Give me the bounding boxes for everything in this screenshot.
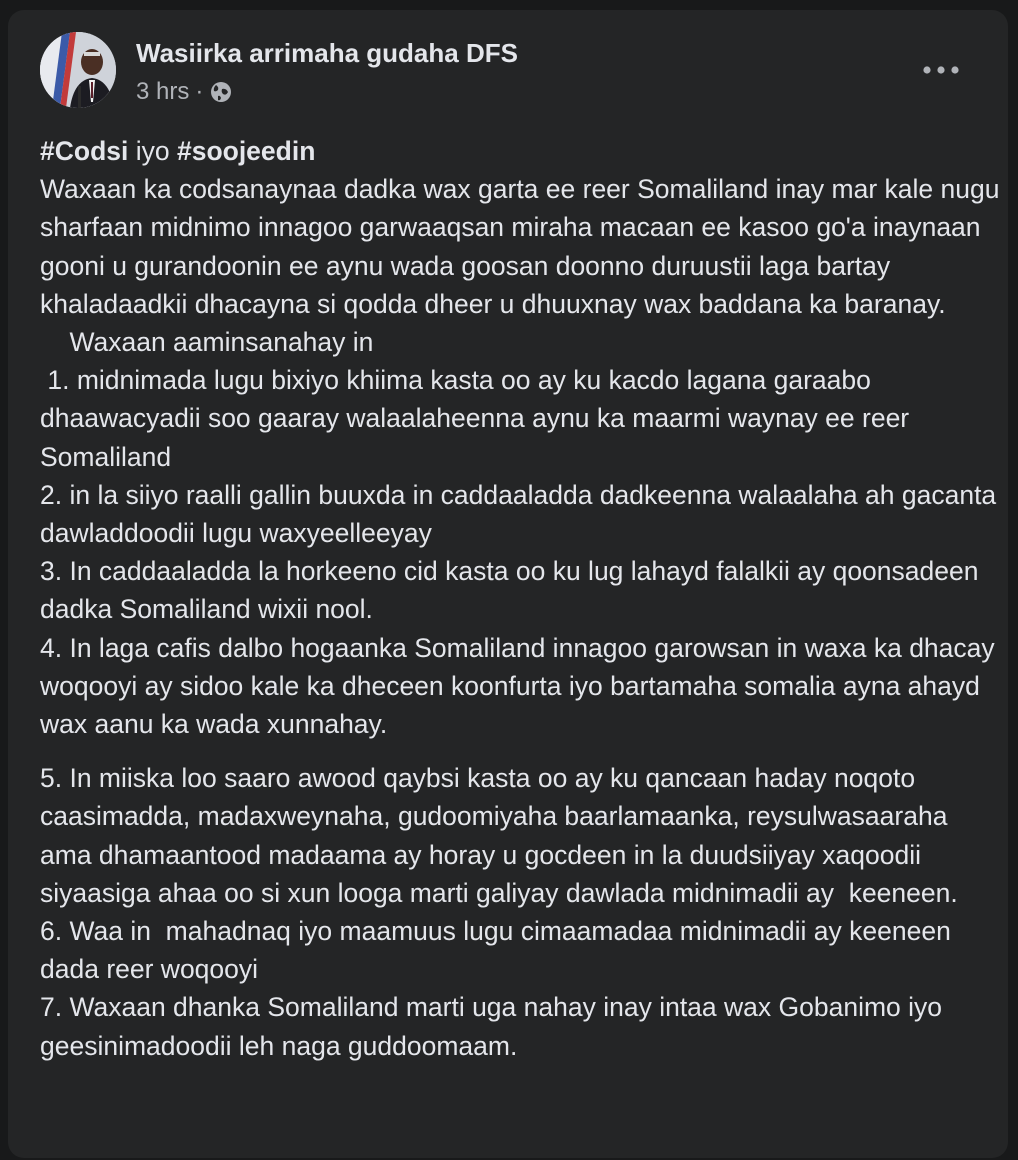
author-name[interactable]: Wasiirka arrimaha gudaha DFS [136, 38, 518, 68]
post-timestamp[interactable]: 3 hrs [136, 78, 190, 105]
post-belief: Waxaan aaminsanahay in [40, 327, 374, 358]
hashtag-soojeedin[interactable]: #soojeedin [176, 136, 316, 166]
post-card [8, 10, 1008, 1158]
headline-connector: iyo [128, 136, 177, 166]
post-point-6: 6. Waa in mahadnaq iyo maamuus lugu cimaamadaa midnimadii ay keeneen dada reer woqooyi [40, 916, 959, 985]
post-point-5: 5. In miiska loo saaro awood qaybsi kasta oo ay ku qancaan haday noqoto caasimadda, madaxweynaha, gudoomiyaha baarlamaanka, reysulwasaaraha ama dhamaantood madaama ay horay u gocdeen in la duudsiiyay xaqoodii siyaasiga ahaa oo si xun looga marti galiyay dawlada midnimadii ay keeneen. [40, 763, 958, 908]
post-intro: Waxaan ka codsanaynaa dadka wax garta ee reer Somaliland inay mar kale nugu sharfaan midnimo innagoo garwaaqsan miraha macaan ee kasoo go'a inaynaan gooni u gurandoonin ee aynu wada goosan doonno duruustii laga bartay khaladaadkii dhacayna si qodda dheer u dhuuxnay wax baddana ka baranay. [40, 174, 1007, 319]
post-point-2: 2. in la siiyo raalli gallin buuxda in caddaaladda dadkeenna walaalaha ah gacanta dawladdoodii lugu waxyeelleeyay [40, 479, 1004, 549]
post-point-3: 3. In caddaaladda la horkeeno cid kasta oo ku lug lahayd falalkii ay qoonsadeen dadka Somaliland wixii nool. [40, 556, 986, 625]
more-options-icon[interactable] [918, 56, 964, 84]
post-point-4: 4. In laga cafis dalbo hogaanka Somaliland innagoo garowsan in waxa ka dhacay woqooyi ay sidoo kale ka dheceen koonfurta iyo bartamaha somalia ayna ahayd wax aanu ka wada xunnahay. [40, 632, 1003, 740]
hashtag-codsi[interactable]: #Codsi [40, 136, 129, 166]
globe-icon[interactable] [209, 80, 233, 104]
post-meta [136, 78, 233, 106]
post-headline [40, 132, 1000, 170]
meta-separator: · [195, 78, 204, 105]
post-point-7: 7. Waxaan dhanka Somaliland marti uga nahay inay intaa wax Gobanimo iyo geesinimadoodii leh naga guddoomaam. [40, 992, 950, 1061]
avatar-image [40, 32, 116, 108]
post-body [40, 132, 1007, 1065]
post-point-1: 1. midnimada lugu bixiyo khiima kasta oo ay ku kacdo lagana garaabo dhaawacyadii soo gaaray walaalaheenna aynu ka maarmi waynay ee reer Somaliland [40, 365, 917, 472]
author-avatar[interactable] [40, 32, 116, 108]
